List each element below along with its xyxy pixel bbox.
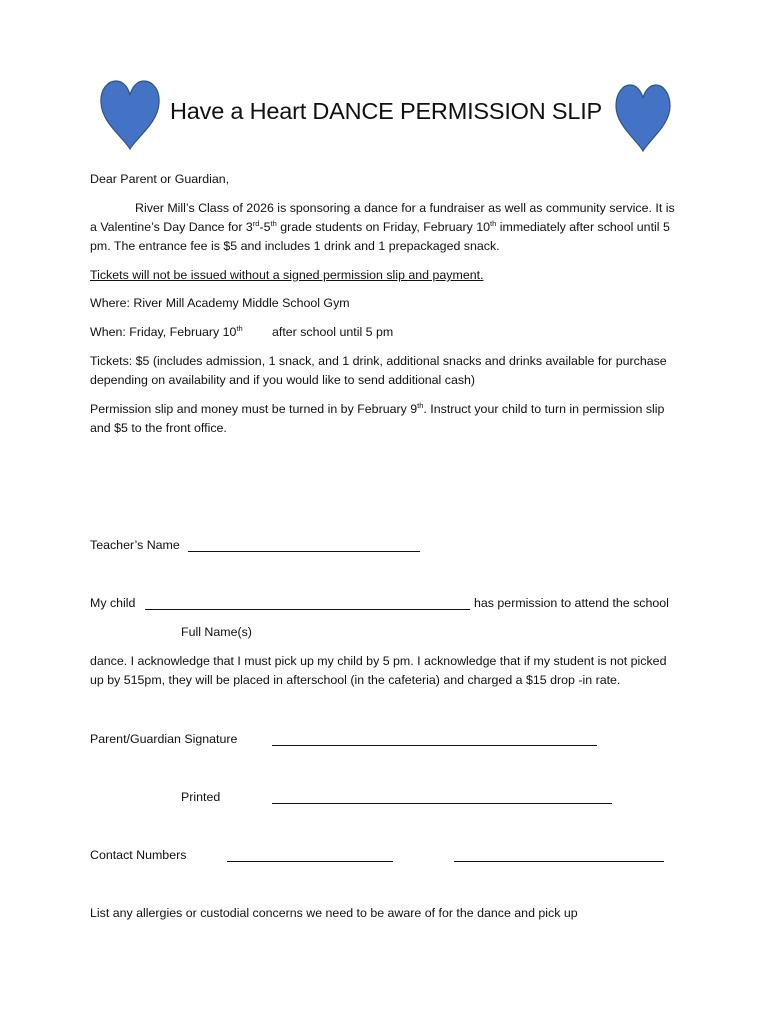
heart-icon-right-shape: [616, 85, 670, 151]
heart-icon-left-shape: [101, 81, 159, 149]
contact-number-field-1[interactable]: [227, 861, 393, 862]
allergies-label: List any allergies or custodial concerns we need to be aware of for the dance and pick up: [90, 906, 578, 920]
child-suffix: has permission to attend the school: [474, 596, 669, 610]
deadline-text-1: Permission slip and money must be turned in by February 9: [90, 402, 418, 416]
when-label: When: Friday, February 10: [90, 325, 237, 339]
when-time: after school until 5 pm: [272, 325, 394, 339]
salutation: Dear Parent or Guardian,: [90, 172, 230, 186]
teacher-name-field[interactable]: [188, 551, 420, 552]
printed-name-field[interactable]: [272, 803, 612, 804]
acknowledgement-paragraph: dance. I acknowledge that I must pick up my child by 5 pm. I acknowledge that if my student is not picked up by 515pm, they will be placed in afterschool (in the cafeteria) and charged a $15 drop -in rate.: [90, 654, 667, 687]
contact-number-field-2[interactable]: [454, 861, 664, 862]
intro-sup-rd: rd: [252, 219, 260, 228]
intro-text-3: grade students on Friday, February 10: [276, 220, 491, 234]
when-sup-th: th: [236, 324, 243, 333]
signature-field[interactable]: [272, 745, 597, 746]
teacher-name-label: Teacher’s Name: [90, 538, 180, 552]
heart-icon: [99, 79, 161, 151]
deadline-sup-th: th: [417, 401, 424, 410]
intro-sup-th-1: th: [270, 219, 277, 228]
intro-text-1: River Mill’s Class of 2026 is sponsoring a dance for a fundraiser as well as community service. It is a Valentine’s Day Dance for 3: [90, 201, 675, 234]
contact-label: Contact Numbers: [90, 848, 187, 862]
deadline-paragraph: [90, 400, 680, 438]
child-label: My child: [90, 596, 136, 610]
heart-icon: [614, 83, 672, 153]
intro-paragraph: [90, 199, 680, 256]
printed-label: Printed: [181, 790, 221, 804]
full-name-caption: Full Name(s): [181, 625, 252, 639]
signature-label: Parent/Guardian Signature: [90, 732, 238, 746]
child-name-field[interactable]: [145, 609, 470, 610]
deadline-text-2: . Instruct your child to turn in permission slip and $5 to the front office.: [90, 402, 665, 435]
tickets-notice: Tickets will not be issued without a signed permission slip and payment.: [90, 268, 484, 282]
where-line: Where: River Mill Academy Middle School Gym: [90, 296, 350, 310]
intro-text-2: -5: [259, 220, 271, 234]
page-title: Have a Heart DANCE PERMISSION SLIP: [170, 98, 603, 124]
intro-sup-th-2: th: [490, 219, 497, 228]
intro-text-4: immediately after school until 5 pm. The entrance fee is $5 and includes 1 drink and 1 prepackaged snack.: [90, 220, 670, 253]
when-line: [90, 323, 243, 342]
tickets-paragraph: Tickets: $5 (includes admission, 1 snack, and 1 drink, additional snacks and drinks available for purchase depending on availability and if you would like to send additional cash): [90, 354, 667, 387]
